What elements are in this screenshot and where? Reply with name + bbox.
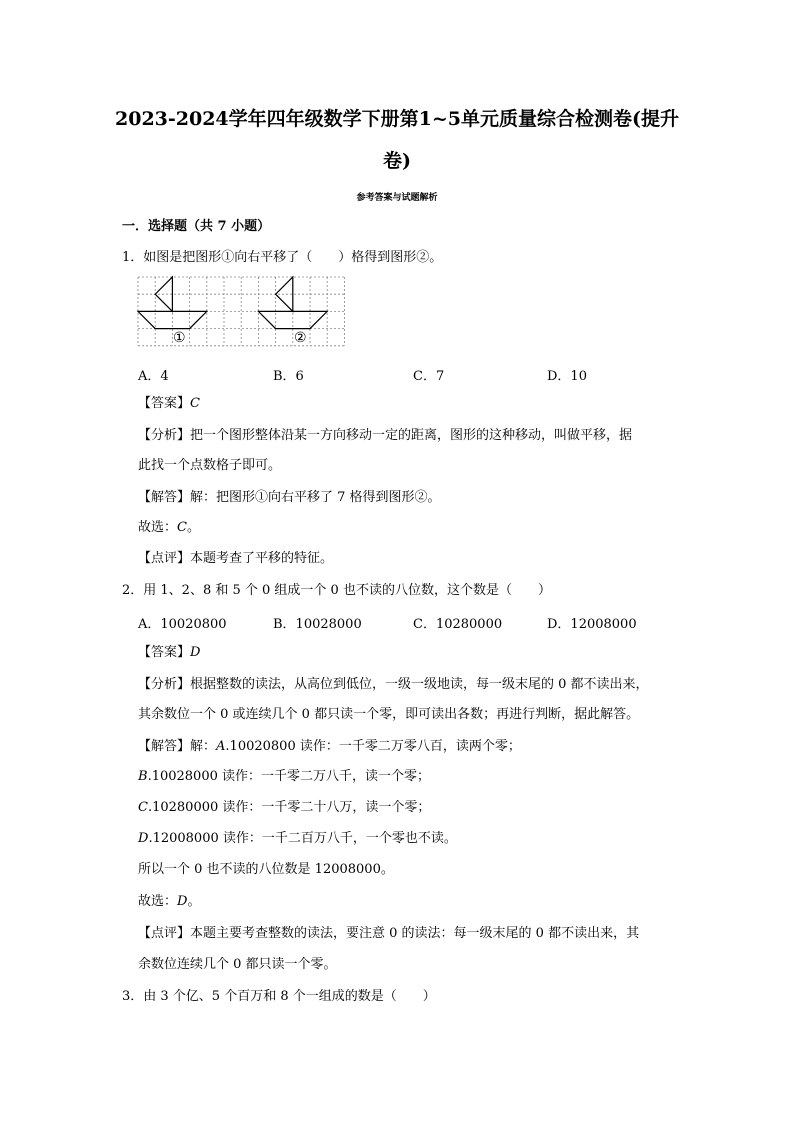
q2-solution [138, 738, 521, 756]
solution-text: 解：把图形①向右平移了 7 格得到图形②。 [190, 490, 441, 505]
q1-option-b: B．6 [273, 369, 304, 384]
choose-value: D [177, 894, 188, 909]
analysis-text: 把一个图形整体沿某一方向移动一定的距离，图形的这种移动，叫做平移，据 [190, 428, 633, 443]
q2-stem: 2．用 1、2、8 和 5 个 0 组成一个 0 也不读的八位数，这个数是（ ） [122, 583, 551, 598]
solution-d-letter: D [138, 831, 149, 846]
analysis-tag: 【分析】 [138, 428, 191, 443]
q2-option-d: D．12008000 [547, 617, 637, 632]
section-heading: 一．选择题（共 7 小题） [122, 219, 271, 234]
q1-stem: 1．如图是把图形①向右平移了（ ）格得到图形②。 [122, 250, 443, 265]
q2-choose [138, 893, 200, 911]
q1-analysis [138, 427, 632, 445]
q1-analysis-cont: 此找一个点数格子即可。 [138, 458, 282, 473]
q2-solution-c [138, 799, 430, 817]
q1-translation-figure [136, 275, 346, 355]
solution-b-letter: B [138, 769, 148, 784]
q2-option-a: A．10020800 [138, 617, 227, 632]
q2-option-c: C．10280000 [413, 617, 503, 632]
q2-solution-d [138, 830, 457, 848]
q1-option-d: D．10 [547, 369, 587, 384]
q2-analysis [138, 676, 649, 694]
figure-label-1: ① [173, 330, 186, 346]
q1-solution [138, 489, 441, 507]
solution-b-text: .10028000 读作：一千零二万八千，读一个零； [147, 769, 430, 784]
solution-a-text: .10020800 读作：一千零二万零八百，读两个零； [225, 739, 521, 754]
choose-value: C [177, 520, 187, 535]
document-title-line1: 2023-2024学年四年级数学下册第1~5单元质量综合检测卷(提升 [115, 108, 679, 130]
q2-analysis-cont: 其余数位一个 0 或连续几个 0 都只读一个零，即可读出各数；再进行判断，据此解答。 [138, 707, 640, 722]
analysis-text: 根据整数的读法，从高位到低位，一级一级地读，每一级末尾的 0 都不读出来， [190, 677, 649, 692]
comment-tag: 【点评】 [138, 926, 191, 941]
solution-c-letter: C [138, 800, 148, 815]
solution-c-text: .10280000 读作：一千零二十八万，读一个零； [147, 800, 431, 815]
solution-a-letter: A [216, 739, 226, 754]
comment-text: 本题主要考查整数的读法，要注意 0 的读法：每一级末尾的 0 都不读出来，其 [190, 926, 640, 941]
document-title-line2: 卷) [383, 150, 411, 172]
q2-conclusion: 所以一个 0 也不读的八位数是 12008000。 [138, 862, 394, 877]
q2-comment [138, 925, 639, 943]
q2-comment-cont: 余数位连续几个 0 都只读一个零。 [138, 957, 337, 972]
q2-solution-b [138, 768, 430, 786]
figure-label-2: ② [294, 330, 307, 346]
q1-option-a: A．4 [138, 369, 169, 384]
q1-answer [138, 395, 200, 413]
answer-value: C [190, 396, 200, 411]
comment-tag: 【点评】 [138, 551, 191, 566]
choose-prefix: 故选： [138, 520, 178, 535]
analysis-tag: 【分析】 [138, 677, 191, 692]
q1-choose [138, 519, 200, 537]
choose-suffix: 。 [186, 520, 200, 535]
answer-tag: 【答案】 [138, 645, 191, 660]
choose-prefix: 故选： [138, 894, 178, 909]
solution-tag: 【解答】 [138, 490, 191, 505]
q1-option-c: C．7 [413, 369, 445, 384]
document-subtitle: 参考答案与试题解析 [356, 193, 438, 203]
q1-comment [138, 550, 333, 568]
comment-text: 本题考查了平移的特征。 [190, 551, 334, 566]
solution-prefix: 解： [190, 739, 217, 754]
q3-stem: 3．由 3 个亿、5 个百万和 8 个一组成的数是（ ） [122, 989, 436, 1004]
choose-suffix: 。 [187, 894, 201, 909]
answer-tag: 【答案】 [138, 396, 191, 411]
solution-d-text: .12008000 读作：一千二百万八千，一个零也不读。 [148, 831, 457, 846]
q2-option-b: B．10028000 [273, 617, 362, 632]
solution-tag: 【解答】 [138, 739, 191, 754]
answer-value: D [190, 645, 201, 660]
q2-answer [138, 644, 200, 662]
